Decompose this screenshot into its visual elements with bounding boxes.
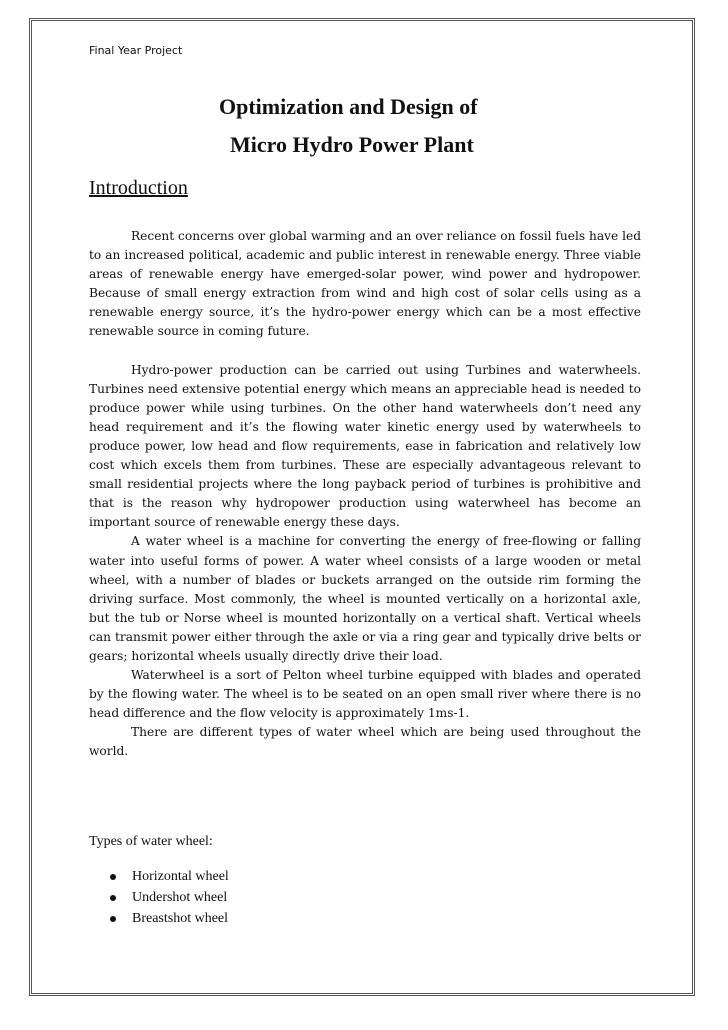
title-line-2: Micro Hydro Power Plant <box>230 132 474 157</box>
section-heading: Introduction <box>89 177 188 199</box>
list-item: Horizontal wheel <box>107 866 229 887</box>
wheel-types-list <box>107 866 229 929</box>
paragraph: Waterwheel is a sort of Pelton wheel turbine equipped with blades and operated by the flowing water. The wheel is to be seated on an open small river where there is no head difference and the flow velocity is approximately 1ms-1. <box>89 668 641 721</box>
list-item: Breastshot wheel <box>107 908 229 929</box>
title-line-1: Optimization and Design of <box>219 94 478 119</box>
bullet-icon <box>110 874 116 880</box>
list-item: Undershot wheel <box>107 887 229 908</box>
types-label: Types of water wheel: <box>89 834 213 849</box>
bullet-icon <box>110 895 116 901</box>
document-title <box>89 88 641 164</box>
paragraph: There are different types of water wheel which are being used throughout the world. <box>89 725 641 759</box>
paragraph: Recent concerns over global warming and an over reliance on fossil fuels have led to an increased political, academic and public interest in renewable energy. Three viable areas of renewable energy have emerged-solar power, wind power and hydropower. Because of small energy extraction from wind and high cost of solar cells using as a renewable energy source, it’s the hydro-power energy which can be a most effective renewable source in coming future. <box>89 229 641 339</box>
bullet-icon <box>110 916 116 922</box>
body-text <box>89 227 641 762</box>
running-header: Final Year Project <box>89 44 183 57</box>
paragraph: A water wheel is a machine for converting the energy of free-flowing or falling water into useful forms of power. A water wheel consists of a large wooden or metal wheel, with a number of blades or buckets arranged on the outside rim forming the driving surface. Most commonly, the wheel is mounted vertically on a horizontal axle, but the tub or Norse wheel is mounted horizontally on a vertical shaft. Vertical wheels can transmit power either through the axle or via a ring gear and typically drive belts or gears; horizontal wheels usually directly drive their load. <box>89 534 641 663</box>
paragraph: Hydro-power production can be carried out using Turbines and waterwheels. Turbines need extensive potential energy which means an appreciable head is needed to produce power while using turbines. On the other hand waterwheels don’t need any head requirement and it’s the flowing water kinetic energy used by waterwheels to produce power, low head and flow requirements, ease in fabrication and relatively low cost which excels them from turbines. These are especially advantageous relevant to small residential projects where the long payback period of turbines is prohibitive and that is the reason why hydropower production using waterwheel has become an important source of renewable energy these days. <box>89 362 641 530</box>
